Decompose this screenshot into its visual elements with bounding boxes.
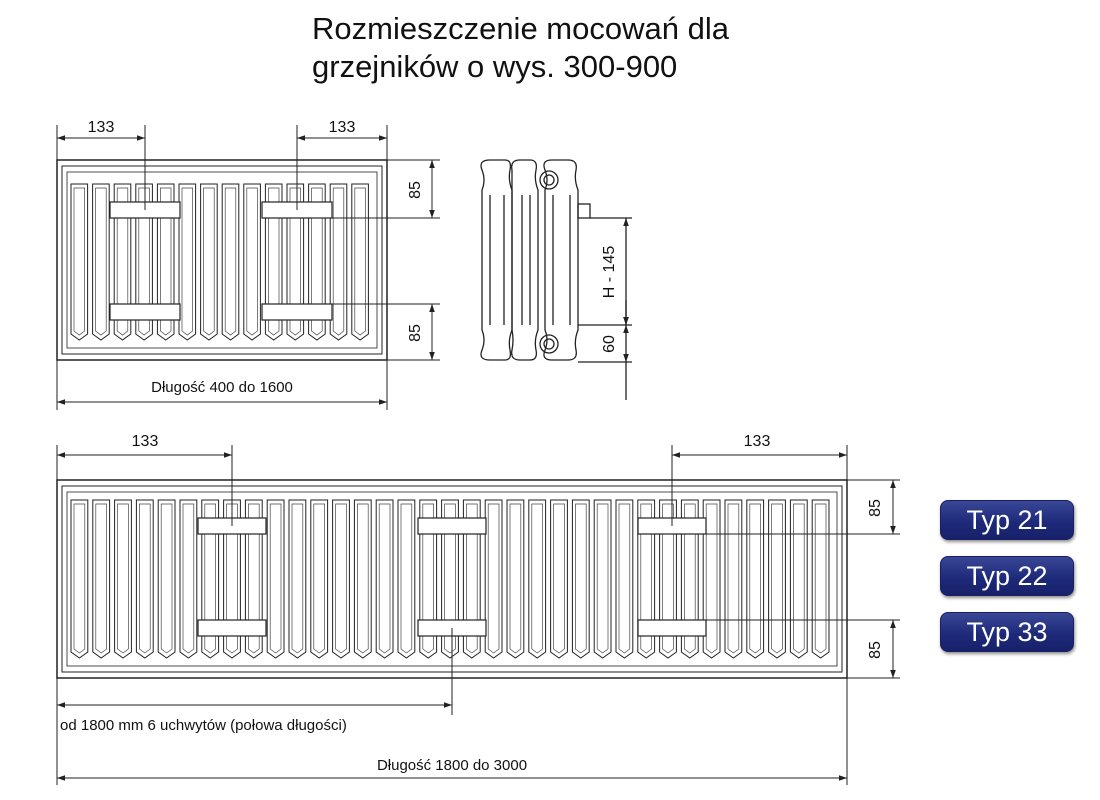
fin-inner (96, 504, 107, 653)
fin (93, 184, 110, 340)
fin (71, 500, 88, 658)
length-label-long: Długość 1800 do 3000 (376, 757, 528, 774)
fin-inner (750, 504, 761, 653)
bracket-bottom-3 (638, 620, 706, 636)
fin-inner (575, 504, 586, 653)
fin (572, 500, 589, 658)
half-length-note: od 1800 mm 6 uchwytów (połowa długości) (60, 717, 347, 734)
fin (594, 500, 611, 658)
fin (289, 500, 306, 658)
type-badge-33: Typ 33 (940, 612, 1074, 652)
fin-inner (379, 504, 390, 653)
type-badge-22: Typ 22 (940, 556, 1074, 596)
fin-inner (532, 504, 543, 653)
dim-85-bottom-long: 85 (867, 641, 884, 659)
fin-inner (118, 504, 129, 653)
fin (747, 500, 764, 658)
front-view-long (57, 433, 900, 785)
fin (354, 500, 371, 658)
fin-inner (401, 504, 412, 653)
fin (398, 500, 415, 658)
fin-inner (772, 504, 783, 653)
fin-inner (706, 504, 717, 653)
bracket-bottom-right (262, 304, 332, 320)
fin (769, 500, 786, 658)
fin-inner (74, 504, 85, 653)
bracket-bottom-left (110, 304, 180, 320)
fin (352, 184, 369, 340)
title-line-1: Rozmieszczenie mocowań dla (312, 11, 729, 46)
bracket-top-2 (418, 518, 486, 534)
fin (201, 184, 218, 340)
bracket-bottom-1 (198, 620, 266, 636)
fin-inner (204, 188, 215, 335)
dim-85-bottom: 85 (407, 324, 424, 342)
fin (725, 500, 742, 658)
fin (158, 500, 175, 658)
fin-inner (225, 188, 236, 335)
fin-inner (74, 188, 85, 335)
type-badge-21: Typ 21 (940, 500, 1074, 540)
fin (529, 500, 546, 658)
fin (267, 500, 284, 658)
dim-85-top: 85 (407, 181, 424, 199)
fin (180, 500, 197, 658)
dim-133-left: 133 (87, 119, 115, 136)
length-label-short: Długość 400 do 1600 (151, 379, 293, 396)
fin-inner (510, 504, 521, 653)
fin (71, 184, 88, 340)
fin (485, 500, 502, 658)
fin (311, 500, 328, 658)
fin (376, 500, 393, 658)
fin (507, 500, 524, 658)
fin-inner (182, 188, 193, 335)
fin (551, 500, 568, 658)
fin (179, 184, 196, 340)
fin-inner (314, 504, 325, 653)
fin (136, 500, 153, 658)
dim-85-top-long: 85 (867, 499, 884, 517)
title-line-2: grzejników o wys. 300-900 (312, 49, 678, 84)
fin (93, 500, 110, 658)
fin (333, 500, 350, 658)
fin-inner (793, 504, 804, 653)
fin-inner (597, 504, 608, 653)
fin (790, 500, 807, 658)
fin-inner (247, 188, 258, 335)
fin (115, 500, 132, 658)
fin-inner (183, 504, 194, 653)
fin-inner (728, 504, 739, 653)
fin-inner (139, 504, 150, 653)
fin (616, 500, 633, 658)
fin-inner (96, 188, 107, 335)
fin-inner (161, 504, 172, 653)
fin (222, 184, 239, 340)
fin (330, 184, 347, 340)
fin-inner (292, 504, 303, 653)
fin-inner (488, 504, 499, 653)
front-view-short (57, 119, 440, 410)
dim-h-145: H - 145 (601, 245, 618, 299)
fin-inner (619, 504, 630, 653)
fin-inner (355, 188, 366, 335)
fin-inner (815, 504, 826, 653)
dim-133-left-long: 133 (131, 433, 159, 450)
fin-inner (357, 504, 368, 653)
fin-inner (333, 188, 344, 335)
fin-inner (270, 504, 281, 653)
fin (812, 500, 829, 658)
fin (244, 184, 261, 340)
fin-inner (554, 504, 565, 653)
fin-inner (336, 504, 347, 653)
dim-133-right-long: 133 (743, 433, 771, 450)
dim-60: 60 (601, 335, 618, 353)
dim-133-right: 133 (328, 119, 356, 136)
